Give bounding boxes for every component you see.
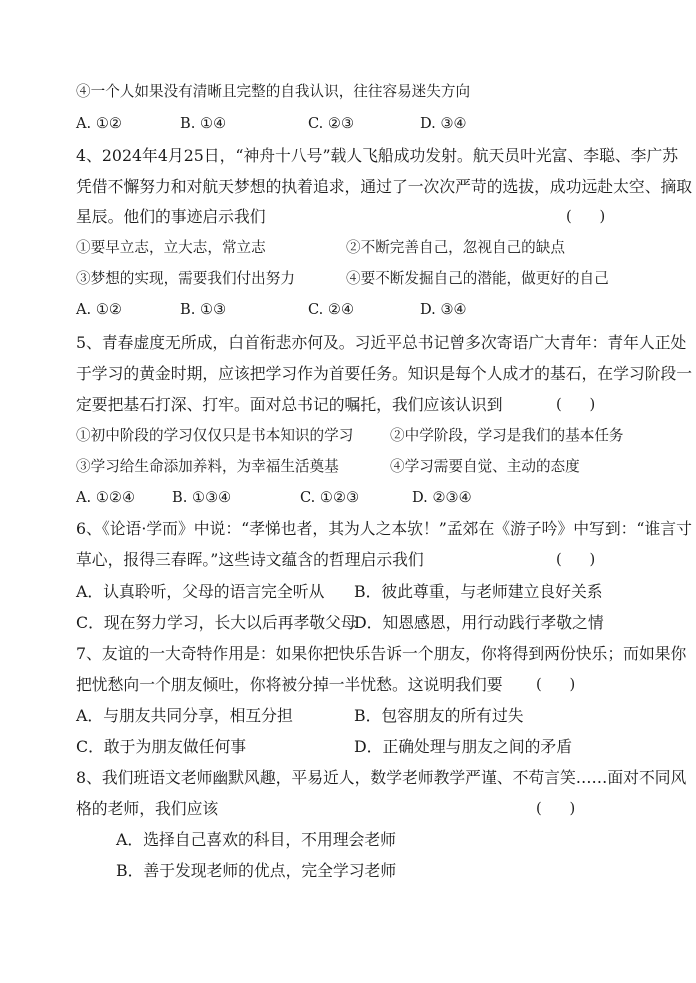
- q4-item-4: ④要不断发掘自己的潜能，做更好的自己: [346, 270, 609, 287]
- q6-option-d[interactable]: D．知恩感恩，用行动践行孝敬之情: [354, 613, 604, 632]
- q4-stem-line-1: 4、2024年4月25日，“神舟十八号”载人飞船成功发射。航天员叶光富、李聪、李广苏: [76, 146, 679, 165]
- q5-answer-bracket[interactable]: ( ): [556, 396, 596, 413]
- q5-item-3: ③学习给生命添加养料，为幸福生活奠基: [76, 458, 339, 475]
- q4-item-2: ②不断完善自己，忽视自己的缺点: [346, 239, 565, 256]
- q8-option-a[interactable]: A．选择自己喜欢的科目，不用理会老师: [116, 830, 396, 849]
- q4-option-d[interactable]: D. ③④: [420, 301, 467, 318]
- q7-stem-line-1: 7、友谊的一大奇特作用是：如果你把快乐告诉一个朋友，你将得到两份快乐；而如果你: [76, 644, 687, 663]
- q3-option-d[interactable]: D. ③④: [420, 115, 467, 132]
- q4-stem-line-2: 凭借不懈努力和对航天梦想的执着追求，通过了一次次严苛的选拔，成功远赴太空、摘取: [76, 177, 693, 196]
- q6-option-c[interactable]: C．现在努力学习，长大以后再孝敬父母: [76, 613, 357, 632]
- q6-option-a[interactable]: A．认真聆听，父母的语言完全听从: [76, 582, 325, 601]
- q3-item-4: ④一个人如果没有清晰且完整的自我认识，往往容易迷失方向: [76, 83, 471, 100]
- q8-option-b[interactable]: B．善于发现老师的优点，完全学习老师: [116, 861, 397, 880]
- q3-option-b[interactable]: B. ①④: [180, 115, 227, 132]
- q5-stem-line-2: 于学习的黄金时期，应该把学习作为首要任务。知识是每个人成才的基石，在学习阶段一: [76, 364, 693, 383]
- q5-option-c[interactable]: C. ①②③: [300, 489, 360, 506]
- q7-option-d[interactable]: D．正确处理与朋友之间的矛盾: [354, 737, 573, 756]
- q6-option-b[interactable]: B．彼此尊重，与老师建立良好关系: [354, 582, 603, 601]
- q5-stem-line-3: 定要把基石打深、打牢。面对总书记的嘱托，我们应该认识到: [76, 395, 503, 414]
- q5-item-1: ①初中阶段的学习仅仅只是书本知识的学习: [76, 427, 354, 444]
- q7-option-c[interactable]: C．敢于为朋友做任何事: [76, 737, 247, 756]
- q5-item-2: ②中学阶段，学习是我们的基本任务: [390, 427, 624, 444]
- q5-item-4: ④学习需要自觉、主动的态度: [390, 458, 580, 475]
- q7-option-a[interactable]: A．与朋友共同分享，相互分担: [76, 706, 293, 725]
- q7-answer-bracket[interactable]: ( ): [536, 676, 576, 693]
- q5-option-a[interactable]: A. ①②④: [76, 489, 136, 506]
- q7-option-b[interactable]: B．包容朋友的所有过失: [354, 706, 524, 725]
- q7-stem-line-2: 把忧愁向一个朋友倾吐，你将被分掉一半忧愁。这说明我们要: [76, 675, 503, 694]
- q4-stem-line-3: 星辰。他们的事迹启示我们: [76, 207, 266, 226]
- q6-answer-bracket[interactable]: ( ): [556, 551, 596, 568]
- q6-stem-line-1: 6、《论语·学而》中说：“孝悌也者，其为人之本欤！”孟郊在《游子吟》中写到：“谁言寸: [76, 519, 692, 538]
- q4-answer-bracket[interactable]: ( ): [566, 208, 606, 225]
- q8-answer-bracket[interactable]: ( ): [536, 800, 576, 817]
- q8-stem-line-1: 8、我们班语文老师幽默风趣，平易近人，数学老师教学严谨、不苟言笑……面对不同风: [76, 768, 687, 787]
- q4-option-c[interactable]: C. ②④: [308, 301, 355, 318]
- q3-option-a[interactable]: A. ①②: [76, 115, 122, 132]
- q4-item-1: ①要早立志，立大志，常立志: [76, 239, 266, 256]
- q4-option-b[interactable]: B. ①③: [180, 301, 227, 318]
- q5-stem-line-1: 5、青春虚度无所成，白首衔悲亦何及。习近平总书记曾多次寄语广大青年：青年人正处: [76, 333, 687, 352]
- q4-item-3: ③梦想的实现，需要我们付出努力: [76, 270, 295, 287]
- q3-option-c[interactable]: C. ②③: [308, 115, 355, 132]
- q8-stem-line-2: 格的老师，我们应该: [76, 799, 219, 818]
- q4-option-a[interactable]: A. ①②: [76, 301, 122, 318]
- q5-option-b[interactable]: B. ①③④: [172, 489, 232, 506]
- q5-option-d[interactable]: D. ②③④: [412, 489, 472, 506]
- q6-stem-line-2: 草心，报得三春晖。”这些诗文蕴含的哲理启示我们: [76, 550, 424, 569]
